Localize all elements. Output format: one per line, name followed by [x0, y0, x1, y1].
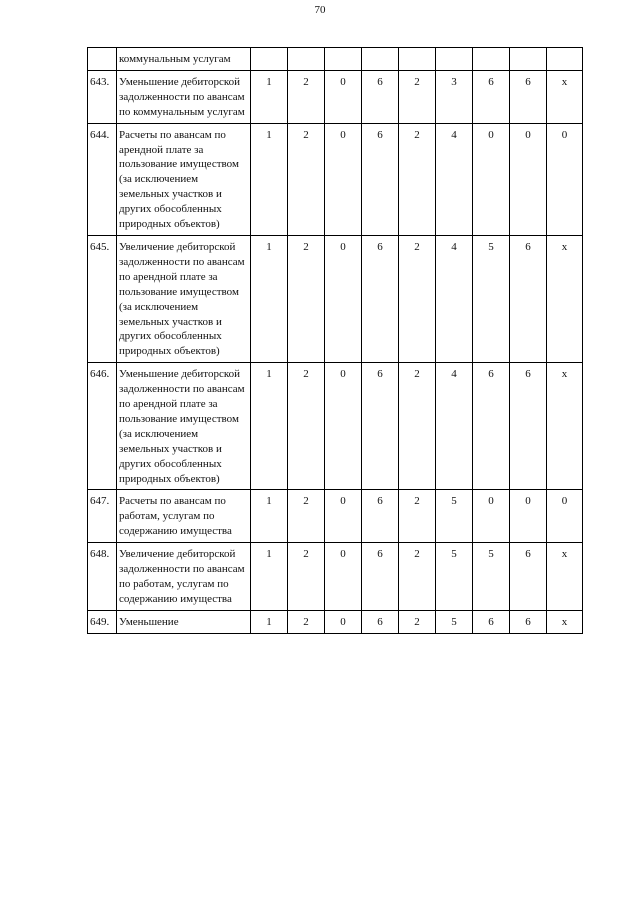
code-digit: 6	[362, 363, 399, 490]
account-name: Уменьшение	[117, 610, 251, 633]
code-digit: 5	[473, 235, 510, 362]
table-row	[88, 490, 583, 543]
code-digit: 0	[547, 123, 583, 235]
account-name: Расчеты по авансам по работам, услугам по содержанию имущества	[117, 490, 251, 543]
code-digit: 4	[436, 235, 473, 362]
code-digit: 6	[510, 543, 547, 611]
code-digit: 5	[436, 610, 473, 633]
account-name: Уменьшение дебиторской задолженности по авансам по коммунальным услугам	[117, 70, 251, 123]
code-digit: 2	[288, 235, 325, 362]
code-digit	[547, 48, 583, 71]
code-digit: 2	[288, 543, 325, 611]
code-digit: 5	[436, 543, 473, 611]
code-digit: 0	[547, 490, 583, 543]
code-digit: 0	[473, 490, 510, 543]
table-row	[88, 610, 583, 633]
code-digit: 0	[325, 70, 362, 123]
code-digit	[510, 48, 547, 71]
code-digit: 0	[325, 123, 362, 235]
table-body	[88, 48, 583, 634]
table-row	[88, 543, 583, 611]
code-digit: 6	[510, 363, 547, 490]
accounts-table	[87, 47, 583, 634]
code-digit: 1	[251, 610, 288, 633]
code-digit: 6	[362, 490, 399, 543]
code-digit: 2	[399, 123, 436, 235]
code-digit: 2	[288, 70, 325, 123]
table-row	[88, 70, 583, 123]
code-digit	[362, 48, 399, 71]
code-digit: x	[547, 543, 583, 611]
code-digit: 4	[436, 363, 473, 490]
code-digit: 6	[362, 123, 399, 235]
code-digit	[325, 48, 362, 71]
code-digit: 0	[510, 123, 547, 235]
row-number: 646.	[88, 363, 117, 490]
code-digit: 6	[473, 610, 510, 633]
code-digit: x	[547, 363, 583, 490]
code-digit: 0	[325, 363, 362, 490]
account-name: Увеличение дебиторской задолженности по авансам по работам, услугам по содержанию имущества	[117, 543, 251, 611]
code-digit: 0	[325, 235, 362, 362]
code-digit: 2	[399, 363, 436, 490]
account-name: Увеличение дебиторской задолженности по авансам по арендной плате за пользование имуществом (за исключением земельных участков и других обособленных природных объектов)	[117, 235, 251, 362]
table-row	[88, 363, 583, 490]
code-digit: 2	[288, 363, 325, 490]
code-digit: 6	[362, 235, 399, 362]
code-digit: x	[547, 70, 583, 123]
code-digit: x	[547, 610, 583, 633]
code-digit: 0	[510, 490, 547, 543]
code-digit: 6	[510, 235, 547, 362]
account-name: Уменьшение дебиторской задолженности по авансам по арендной плате за пользование имуществом (за исключением земельных участков и других обособленных природных объектов)	[117, 363, 251, 490]
code-digit: 4	[436, 123, 473, 235]
code-digit: 1	[251, 235, 288, 362]
code-digit: 2	[399, 543, 436, 611]
code-digit: 6	[473, 363, 510, 490]
code-digit: 0	[473, 123, 510, 235]
code-digit	[436, 48, 473, 71]
table-row	[88, 48, 583, 71]
code-digit: 1	[251, 543, 288, 611]
code-digit: 1	[251, 123, 288, 235]
code-digit	[473, 48, 510, 71]
page-number: 70	[314, 4, 326, 16]
code-digit: 1	[251, 70, 288, 123]
code-digit: 5	[436, 490, 473, 543]
code-digit: 6	[510, 610, 547, 633]
code-digit: 2	[288, 490, 325, 543]
account-name: Расчеты по авансам по арендной плате за пользование имуществом (за исключением земельных участков и других обособленных природных объектов)	[117, 123, 251, 235]
row-number: 648.	[88, 543, 117, 611]
row-number: 643.	[88, 70, 117, 123]
code-digit: 6	[362, 543, 399, 611]
table-row	[88, 235, 583, 362]
code-digit: 3	[436, 70, 473, 123]
code-digit	[251, 48, 288, 71]
code-digit: 1	[251, 363, 288, 490]
table-row	[88, 123, 583, 235]
row-number: 649.	[88, 610, 117, 633]
row-number: 644.	[88, 123, 117, 235]
code-digit: 0	[325, 490, 362, 543]
row-number	[88, 48, 117, 71]
code-digit: 6	[362, 70, 399, 123]
code-digit	[399, 48, 436, 71]
code-digit: 2	[288, 123, 325, 235]
account-name: коммунальным услугам	[117, 48, 251, 71]
code-digit: 0	[325, 610, 362, 633]
row-number: 647.	[88, 490, 117, 543]
code-digit: x	[547, 235, 583, 362]
code-digit: 6	[473, 70, 510, 123]
code-digit: 6	[510, 70, 547, 123]
code-digit	[288, 48, 325, 71]
row-number: 645.	[88, 235, 117, 362]
code-digit: 1	[251, 490, 288, 543]
code-digit: 2	[399, 490, 436, 543]
code-digit: 2	[399, 70, 436, 123]
code-digit: 6	[362, 610, 399, 633]
code-digit: 2	[399, 610, 436, 633]
code-digit: 2	[399, 235, 436, 362]
code-digit: 2	[288, 610, 325, 633]
code-digit: 5	[473, 543, 510, 611]
code-digit: 0	[325, 543, 362, 611]
